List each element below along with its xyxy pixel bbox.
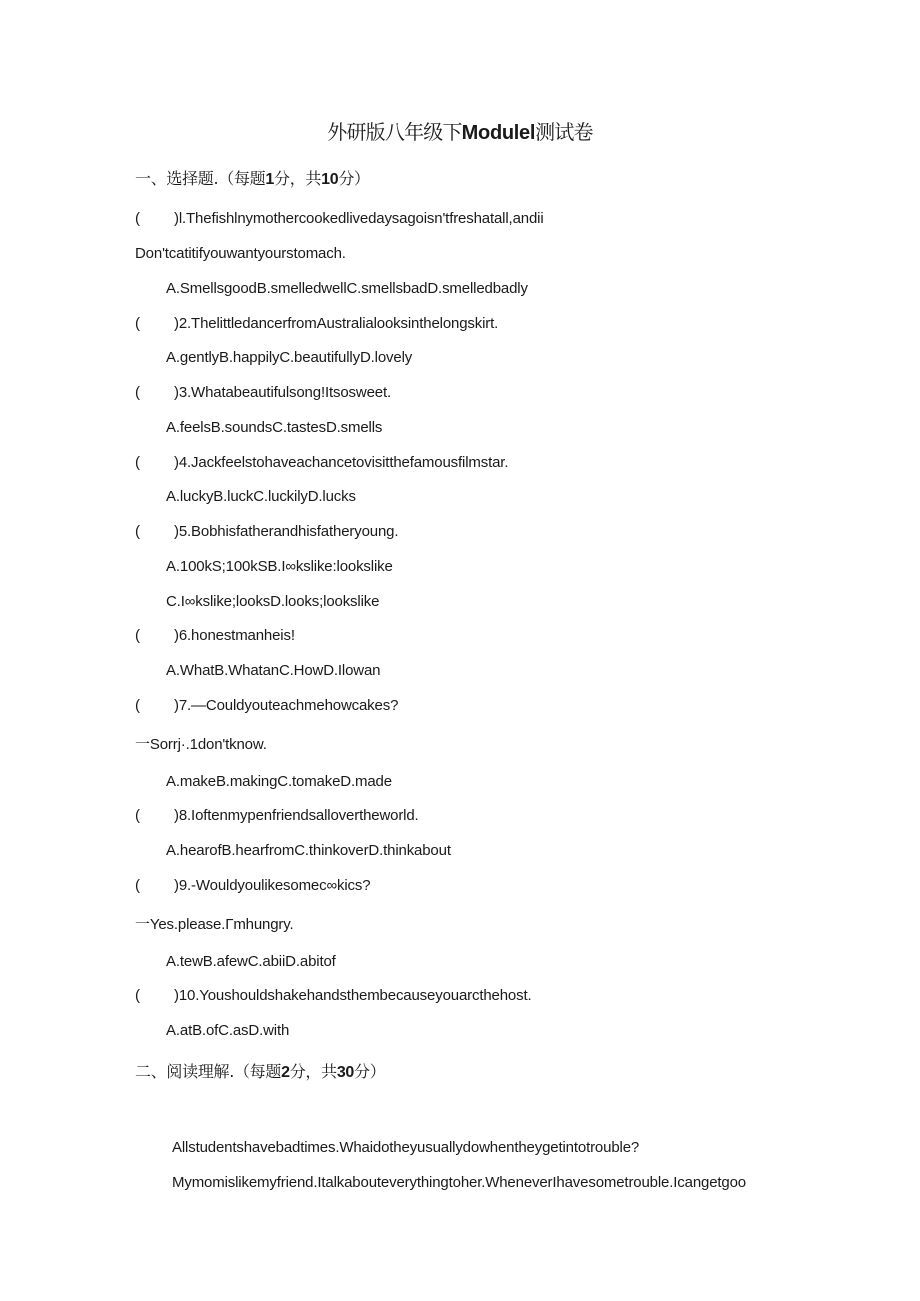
question-9-reply: 一Yes.please.Γmhungry. [135, 916, 294, 933]
question-9 [135, 876, 370, 896]
title-prefix: 外研版八年级下 [327, 120, 462, 144]
question-5-options: A.100kS;100kSB.I∞kslike:lookslike [166, 558, 393, 575]
answer-blank[interactable]: ( [135, 315, 140, 332]
points-total: 30 [336, 1064, 355, 1081]
question-8 [135, 806, 419, 826]
section-suffix: 分） [354, 1062, 386, 1081]
question-5 [135, 522, 398, 542]
question-2 [135, 314, 498, 334]
question-4 [135, 453, 508, 473]
answer-blank[interactable]: ( [135, 987, 140, 1004]
question-10-options: A.atB.ofC.asD.with [166, 1022, 290, 1039]
section-prefix: 二、阅读理解.（每题 [135, 1062, 282, 1081]
question-5-options-2: C.I∞kslike;looksD.looks;lookslike [166, 593, 380, 610]
question-text: )8.Ioftenmypenfriendsallovertheworld. [174, 807, 419, 824]
section-mid: 分，共 [289, 1062, 337, 1081]
question-text: )l.Thefishlnymothercookedlivedaysagoisn'tfreshatall,andii [174, 210, 544, 227]
answer-blank[interactable]: ( [135, 877, 140, 894]
answer-blank[interactable]: ( [135, 697, 140, 714]
question-text: )6.honestmanheis! [174, 627, 295, 644]
question-text: )10.Youshouldshakehandsthembecauseyouarcthehost. [174, 987, 532, 1004]
question-2-options: A.gentlyB.happilyC.beautifullyD.lovely [166, 349, 413, 366]
title-module: Modulel [461, 122, 536, 144]
question-text: )2.ThelittledancerfromAustralialooksinthelongskirt. [174, 315, 499, 332]
answer-blank[interactable]: ( [135, 807, 140, 824]
question-text: )7.—Couldyouteachmehowcakes? [174, 697, 399, 714]
question-8-options: A.hearofB.hearfromC.thinkoverD.thinkabout [166, 842, 451, 859]
question-7-options: A.makeB.makingC.tomakeD.made [166, 773, 392, 790]
question-7 [135, 696, 398, 716]
question-1 [135, 209, 544, 229]
question-text: )5.Bobhisfatherandhisfatheryoung. [174, 523, 399, 540]
section-mid: 分，共 [274, 169, 322, 188]
question-4-options: A.luckyB.luckC.luckilyD.lucks [166, 488, 356, 505]
section-heading-choice [135, 168, 370, 191]
question-9-options: A.tewB.afewC.abiiD.abitof [166, 953, 336, 970]
question-text: )9.-Wouldyoulikesomec∞kics? [174, 877, 371, 894]
answer-blank[interactable]: ( [135, 454, 140, 471]
title-suffix: 测试卷 [535, 120, 593, 144]
question-1-options: A.SmellsgoodB.smelledwellC.smellsbadD.smelledbadly [166, 280, 528, 297]
question-text: )3.Whatabeautifulsong!Itsosweet. [174, 384, 391, 401]
points-each: 1 [265, 171, 274, 188]
question-1-continuation: Don'tcatitifyouwantyourstomach. [135, 245, 346, 262]
section-suffix: 分） [338, 169, 370, 188]
question-7-reply: 一Sorrj·.1don'tknow. [135, 736, 267, 753]
question-text: )4.Jackfeelstohaveachancetovisitthefamousfilmstar. [174, 454, 509, 471]
question-10 [135, 986, 532, 1006]
points-each: 2 [281, 1064, 290, 1081]
section-heading-reading [135, 1061, 385, 1084]
section-prefix: 一、选择题.（每题 [135, 169, 266, 188]
reading-line-1: Allstudentshavebadtimes.Whaidotheyusuallydowhentheygetintotrouble? [172, 1139, 640, 1156]
answer-blank[interactable]: ( [135, 384, 140, 401]
question-3-options: A.feelsB.soundsC.tastesD.smells [166, 419, 383, 436]
reading-line-2: Mymomislikemyfriend.Italkabouteverythingtoher.WheneverIhavesometrouble.Icangetgoo [172, 1174, 746, 1191]
answer-blank[interactable]: ( [135, 523, 140, 540]
question-6-options: A.WhatB.WhatanC.HowD.Ilowan [166, 662, 381, 679]
answer-blank[interactable]: ( [135, 210, 140, 227]
page-title [0, 119, 920, 146]
answer-blank[interactable]: ( [135, 627, 140, 644]
question-6 [135, 626, 295, 646]
question-3 [135, 383, 391, 403]
points-total: 10 [321, 171, 339, 188]
